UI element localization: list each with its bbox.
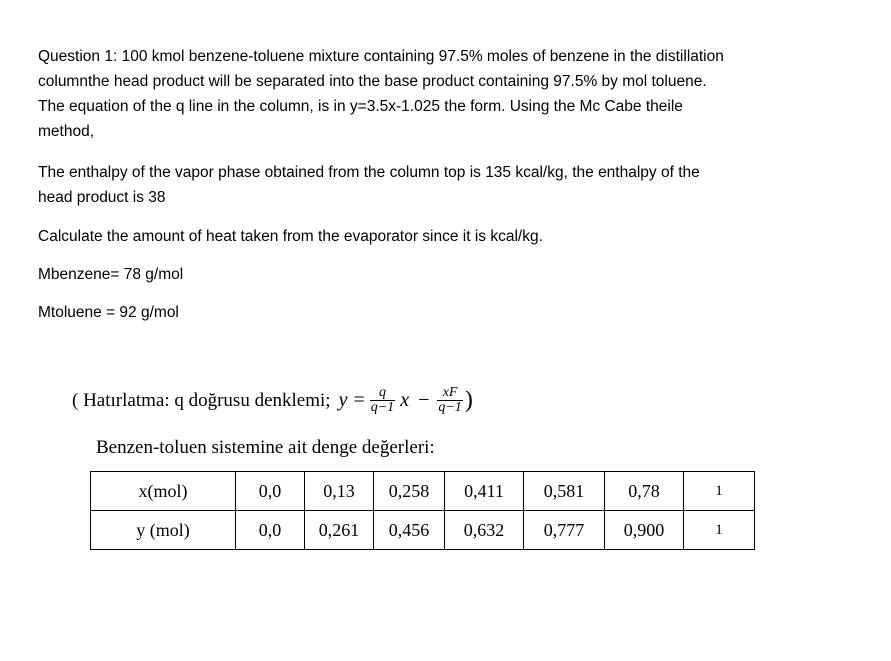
table-cell: 0,13 — [305, 472, 374, 511]
table-cell: 0,456 — [374, 511, 445, 550]
table-cell: 0,581 — [524, 472, 605, 511]
table-cell: 0,78 — [605, 472, 684, 511]
table-cell: 0,900 — [605, 511, 684, 550]
molar-mass-benzene: Mbenzene= 78 g/mol — [38, 266, 184, 283]
table-row — [91, 472, 755, 511]
table-cell: 0,0 — [236, 511, 305, 550]
fraction-denominator: q−1 — [370, 400, 395, 415]
enthalpy-line-2: head product is 38 — [38, 189, 166, 206]
enthalpy-line-1: The enthalpy of the vapor phase obtained from the column top is 135 kcal/kg, the enthalpy of the — [38, 164, 700, 181]
question-paragraph — [38, 44, 724, 144]
eq-equals: = — [353, 389, 365, 411]
table-cell: 0,777 — [524, 511, 605, 550]
fraction-denominator: q−1 — [438, 400, 462, 415]
table-cell: 1 — [684, 511, 755, 550]
fraction-numerator: q — [378, 385, 386, 400]
fraction-numerator: xF — [442, 385, 458, 400]
fraction-xf-over-q-minus-1 — [437, 386, 462, 415]
eq-minus: − — [418, 389, 430, 411]
fraction-q-over-q-minus-1 — [370, 386, 395, 415]
calculate-instruction: Calculate the amount of heat taken from the evaporator since it is kcal/kg. — [38, 228, 543, 245]
molar-mass-toluene: Mtoluene = 92 g/mol — [38, 304, 179, 321]
q-line-reminder — [72, 386, 473, 415]
table-cell: 0,258 — [374, 472, 445, 511]
table-row — [91, 511, 755, 550]
reminder-prefix: ( Hatırlatma: q doğrusu denklemi; — [72, 389, 331, 411]
eq-close-paren: ) — [464, 387, 473, 413]
row-label-y: y (mol) — [91, 511, 236, 550]
equilibrium-table — [90, 471, 755, 550]
question-line-3: The equation of the q line in the column, is in y=3.5x-1.025 the form. Using the Mc Cabe theile — [38, 98, 683, 115]
question-line-4: method, — [38, 123, 95, 140]
table-cell: 0,411 — [445, 472, 524, 511]
table-cell: 0,261 — [305, 511, 374, 550]
eq-y: y — [338, 389, 348, 411]
question-line-2: columnthe head product will be separated into the base product containing 97.5% by mol toluene. — [38, 73, 707, 90]
question-line-1: Question 1: 100 kmol benzene-toluene mixture containing 97.5% moles of benzene in the distillation — [38, 48, 724, 65]
eq-x: x — [400, 389, 410, 411]
enthalpy-paragraph — [38, 160, 700, 210]
table-cell: 0,0 — [236, 472, 305, 511]
table-caption: Benzen-toluen sistemine ait denge değerleri: — [96, 437, 435, 458]
table-cell: 0,632 — [445, 511, 524, 550]
table-cell: 1 — [684, 472, 755, 511]
row-label-x: x(mol) — [91, 472, 236, 511]
